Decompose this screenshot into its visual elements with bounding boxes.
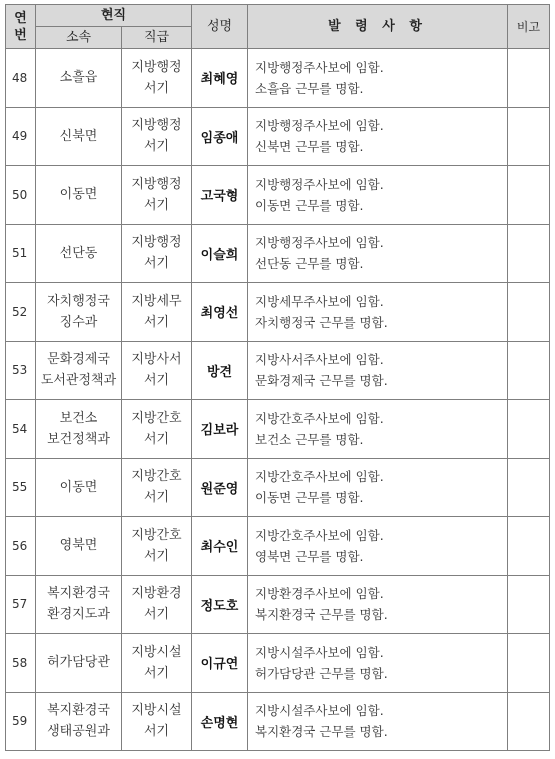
rank-line: 서기 [143, 80, 170, 96]
department-line: 환경지도과 [47, 607, 110, 623]
row-name: 최혜영 [192, 49, 248, 108]
order-line: 자치행정국 근무를 명함. [255, 314, 388, 330]
row-name: 이규연 [192, 634, 248, 693]
row-department [36, 283, 122, 342]
order-line: 허가담당관 근무를 명함. [255, 665, 388, 681]
row-number: 58 [6, 634, 36, 693]
row-order [248, 575, 508, 634]
rank-line: 지방행정 [131, 176, 182, 192]
row-department [36, 517, 122, 576]
row-rank [122, 283, 192, 342]
order-line: 지방간호주사보에 임함. [255, 410, 384, 426]
row-note [508, 458, 550, 517]
table-row [6, 575, 550, 634]
rank-line: 지방환경 [131, 586, 182, 602]
header-current-position: 현직 [36, 5, 192, 27]
header-number-top: 연 [14, 10, 27, 26]
header-rank: 직급 [122, 27, 192, 49]
table-row [6, 634, 550, 693]
row-number: 49 [6, 107, 36, 166]
department-line: 보건정책과 [47, 431, 110, 447]
row-name: 이슬희 [192, 224, 248, 283]
row-rank [122, 107, 192, 166]
row-order [248, 49, 508, 108]
rank-line: 지방행정 [131, 59, 182, 75]
department-line: 이동면 [59, 479, 98, 495]
row-number: 55 [6, 458, 36, 517]
order-line: 신북면 근무를 명함. [255, 139, 364, 155]
row-department [36, 49, 122, 108]
order-line: 지방행정주사보에 임함. [255, 118, 384, 134]
order-line: 지방시설주사보에 임함. [255, 644, 384, 660]
table-row [6, 400, 550, 459]
table-row [6, 166, 550, 225]
header-department: 소속 [36, 27, 122, 49]
personnel-order-table [5, 4, 550, 751]
department-line: 자치행정국 [47, 293, 110, 309]
department-line: 복지환경국 [47, 586, 110, 602]
department-line: 선단동 [59, 245, 98, 261]
department-line: 허가담당관 [47, 655, 110, 671]
row-note [508, 634, 550, 693]
order-line: 지방세무주사보에 임함. [255, 293, 384, 309]
row-note [508, 166, 550, 225]
rank-line: 지방사서 [131, 352, 182, 368]
row-name: 고국형 [192, 166, 248, 225]
row-number: 59 [6, 692, 36, 751]
row-note [508, 341, 550, 400]
table-row [6, 49, 550, 108]
row-number: 53 [6, 341, 36, 400]
order-line: 보건소 근무를 명함. [255, 431, 364, 447]
row-rank [122, 400, 192, 459]
rank-line: 서기 [143, 724, 170, 740]
rank-line: 지방시설 [131, 644, 182, 660]
header-note: 비고 [508, 5, 550, 49]
order-line: 지방환경주사보에 임함. [255, 586, 384, 602]
rank-line: 서기 [143, 314, 170, 330]
row-number: 57 [6, 575, 36, 634]
row-department [36, 166, 122, 225]
row-order [248, 692, 508, 751]
row-department [36, 458, 122, 517]
row-rank [122, 575, 192, 634]
rank-line: 지방간호 [131, 410, 182, 426]
row-order [248, 166, 508, 225]
row-number: 51 [6, 224, 36, 283]
row-number: 50 [6, 166, 36, 225]
order-line: 이동면 근무를 명함. [255, 490, 364, 506]
table-row [6, 458, 550, 517]
row-order [248, 458, 508, 517]
rank-line: 서기 [143, 139, 170, 155]
rank-line: 서기 [143, 373, 170, 389]
department-line: 생태공원과 [47, 724, 110, 740]
order-line: 지방행정주사보에 임함. [255, 176, 384, 192]
rank-line: 서기 [143, 197, 170, 213]
row-number: 54 [6, 400, 36, 459]
row-rank [122, 517, 192, 576]
table-row [6, 517, 550, 576]
row-order [248, 283, 508, 342]
row-note [508, 224, 550, 283]
department-line: 복지환경국 [47, 703, 110, 719]
row-note [508, 107, 550, 166]
order-line: 지방간호주사보에 임함. [255, 469, 384, 485]
rank-line: 지방행정 [131, 235, 182, 251]
rank-line: 지방행정 [131, 118, 182, 134]
row-name: 임종애 [192, 107, 248, 166]
row-note [508, 283, 550, 342]
rank-line: 서기 [143, 665, 170, 681]
row-rank [122, 458, 192, 517]
header-name: 성명 [192, 5, 248, 49]
order-line: 지방시설주사보에 임함. [255, 703, 384, 719]
table-row [6, 283, 550, 342]
row-rank [122, 49, 192, 108]
row-name: 정도호 [192, 575, 248, 634]
rank-line: 서기 [143, 607, 170, 623]
department-line: 신북면 [59, 128, 98, 144]
order-line: 지방행정주사보에 임함. [255, 235, 384, 251]
row-name: 김보라 [192, 400, 248, 459]
row-rank [122, 224, 192, 283]
row-department [36, 692, 122, 751]
row-order [248, 634, 508, 693]
rank-line: 서기 [143, 490, 170, 506]
department-line: 소흘읍 [59, 70, 98, 86]
rank-line: 지방세무 [131, 293, 182, 309]
row-rank [122, 634, 192, 693]
table-row [6, 341, 550, 400]
rank-line: 지방시설 [131, 703, 182, 719]
order-line: 소흘읍 근무를 명함. [255, 80, 364, 96]
row-department [36, 107, 122, 166]
department-line: 문화경제국 [47, 352, 110, 368]
row-name: 원준영 [192, 458, 248, 517]
department-line: 영북면 [59, 538, 98, 554]
header-number-bottom: 번 [14, 27, 27, 43]
row-note [508, 400, 550, 459]
row-number: 52 [6, 283, 36, 342]
row-department [36, 400, 122, 459]
order-line: 지방행정주사보에 임함. [255, 59, 384, 75]
department-line: 도서관정책과 [40, 373, 117, 389]
table-row [6, 692, 550, 751]
row-name: 방견 [192, 341, 248, 400]
row-department [36, 634, 122, 693]
rank-line: 지방간호 [131, 469, 182, 485]
row-number: 56 [6, 517, 36, 576]
row-department [36, 575, 122, 634]
order-line: 이동면 근무를 명함. [255, 197, 364, 213]
row-name: 최수인 [192, 517, 248, 576]
header-order: 발 령 사 항 [248, 5, 508, 49]
order-line: 복지환경국 근무를 명함. [255, 607, 388, 623]
department-line: 징수과 [59, 314, 98, 330]
rank-line: 서기 [143, 431, 170, 447]
rank-line: 지방간호 [131, 527, 182, 543]
row-order [248, 517, 508, 576]
row-order [248, 341, 508, 400]
row-note [508, 575, 550, 634]
row-note [508, 517, 550, 576]
department-line: 이동면 [59, 187, 98, 203]
row-order [248, 107, 508, 166]
header-number [6, 5, 36, 49]
row-rank [122, 341, 192, 400]
order-line: 지방간호주사보에 임함. [255, 527, 384, 543]
row-order [248, 400, 508, 459]
row-name: 최영선 [192, 283, 248, 342]
order-line: 복지환경국 근무를 명함. [255, 724, 388, 740]
row-department [36, 341, 122, 400]
row-order [248, 224, 508, 283]
order-line: 선단동 근무를 명함. [255, 256, 364, 272]
row-number: 48 [6, 49, 36, 108]
department-line: 보건소 [59, 410, 98, 426]
row-department [36, 224, 122, 283]
row-note [508, 49, 550, 108]
row-rank [122, 166, 192, 225]
table-body [6, 49, 550, 751]
table-row [6, 107, 550, 166]
row-rank [122, 692, 192, 751]
table-row [6, 224, 550, 283]
order-line: 지방사서주사보에 임함. [255, 352, 384, 368]
rank-line: 서기 [143, 548, 170, 564]
rank-line: 서기 [143, 256, 170, 272]
order-line: 문화경제국 근무를 명함. [255, 373, 388, 389]
row-note [508, 692, 550, 751]
row-name: 손명현 [192, 692, 248, 751]
order-line: 영북면 근무를 명함. [255, 548, 364, 564]
